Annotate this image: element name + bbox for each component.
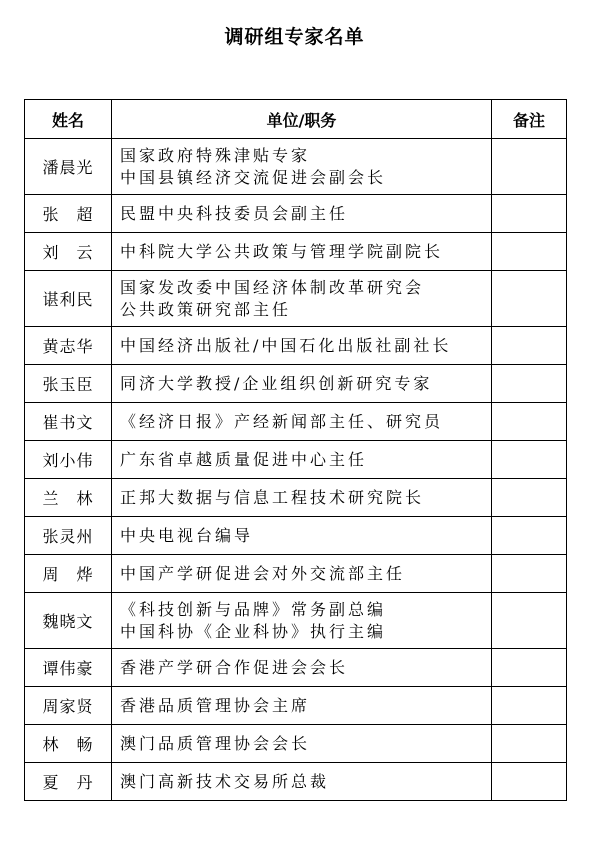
note-cell (492, 271, 567, 327)
role-line: 香港产学研合作促进会会长 (120, 657, 349, 677)
expert-name: 谭伟豪 (25, 649, 112, 687)
role-line: 中央电视台编导 (120, 525, 254, 545)
expert-role (112, 403, 492, 441)
expert-role (112, 327, 492, 365)
role-line: 民盟中央科技委员会副主任 (120, 203, 349, 223)
expert-name: 崔书文 (25, 403, 112, 441)
expert-role (112, 649, 492, 687)
role-line: 广东省卓越质量促进中心主任 (120, 449, 368, 469)
expert-role (112, 479, 492, 517)
table-row (25, 649, 567, 687)
table-row (25, 593, 567, 649)
table-row (25, 139, 567, 195)
note-cell (492, 593, 567, 649)
expert-role (112, 233, 492, 271)
note-cell (492, 479, 567, 517)
expert-name: 刘小伟 (25, 441, 112, 479)
role-line: 澳门高新技术交易所总裁 (120, 771, 330, 791)
header-role: 单位/职务 (112, 100, 492, 139)
expert-name: 魏晓文 (25, 593, 112, 649)
role-line: 国家发改委中国经济体制改革研究会 (120, 277, 425, 297)
expert-name: 刘 云 (25, 233, 112, 271)
note-cell (492, 233, 567, 271)
table-row (25, 441, 567, 479)
role-line: 中国县镇经济交流促进会副会长 (120, 167, 387, 187)
role-line: 中国科协《企业科协》执行主编 (120, 621, 387, 641)
table-row (25, 479, 567, 517)
expert-role (112, 441, 492, 479)
role-line: 正邦大数据与信息工程技术研究院长 (120, 487, 425, 507)
expert-name: 夏 丹 (25, 763, 112, 801)
expert-role (112, 517, 492, 555)
table-row (25, 195, 567, 233)
expert-name: 谌利民 (25, 271, 112, 327)
table-row (25, 271, 567, 327)
role-line: 中国产学研促进会对外交流部主任 (120, 563, 406, 583)
expert-role (112, 687, 492, 725)
note-cell (492, 555, 567, 593)
table-row (25, 763, 567, 801)
expert-name: 张灵州 (25, 517, 112, 555)
expert-name: 林 畅 (25, 725, 112, 763)
expert-name: 潘晨光 (25, 139, 112, 195)
role-line: 香港品质管理协会主席 (120, 695, 311, 715)
note-cell (492, 687, 567, 725)
table-row (25, 687, 567, 725)
role-line: 中科院大学公共政策与管理学院副院长 (120, 241, 444, 261)
expert-role (112, 271, 492, 327)
note-cell (492, 763, 567, 801)
expert-role (112, 365, 492, 403)
role-line: 国家政府特殊津贴专家 (120, 145, 311, 165)
table-row (25, 327, 567, 365)
expert-name: 张玉臣 (25, 365, 112, 403)
note-cell (492, 365, 567, 403)
role-line: 《科技创新与品牌》常务副总编 (120, 599, 387, 619)
table-row (25, 725, 567, 763)
note-cell (492, 649, 567, 687)
expert-name: 周 烨 (25, 555, 112, 593)
note-cell (492, 441, 567, 479)
table-row (25, 517, 567, 555)
page-title: 调研组专家名单 (224, 26, 365, 48)
role-line: 澳门品质管理协会会长 (120, 733, 311, 753)
expert-name: 张 超 (25, 195, 112, 233)
header-note: 备注 (492, 100, 567, 139)
role-line: 同济大学教授/企业组织创新研究专家 (120, 373, 433, 393)
expert-name: 兰 林 (25, 479, 112, 517)
table-header-row (25, 100, 567, 139)
expert-role (112, 593, 492, 649)
role-line: 《经济日报》产经新闻部主任、研究员 (120, 411, 444, 431)
note-cell (492, 327, 567, 365)
note-cell (492, 517, 567, 555)
expert-name: 黄志华 (25, 327, 112, 365)
role-line: 中国经济出版社/中国石化出版社副社长 (120, 335, 452, 355)
role-line: 公共政策研究部主任 (120, 299, 292, 319)
table-row (25, 233, 567, 271)
table-row (25, 403, 567, 441)
expert-list-table (24, 99, 567, 801)
expert-role (112, 555, 492, 593)
expert-role (112, 139, 492, 195)
note-cell (492, 403, 567, 441)
expert-role (112, 195, 492, 233)
expert-name: 周家贤 (25, 687, 112, 725)
note-cell (492, 725, 567, 763)
header-name: 姓名 (25, 100, 112, 139)
note-cell (492, 139, 567, 195)
expert-role (112, 725, 492, 763)
note-cell (492, 195, 567, 233)
expert-role (112, 763, 492, 801)
table-row (25, 365, 567, 403)
table-row (25, 555, 567, 593)
